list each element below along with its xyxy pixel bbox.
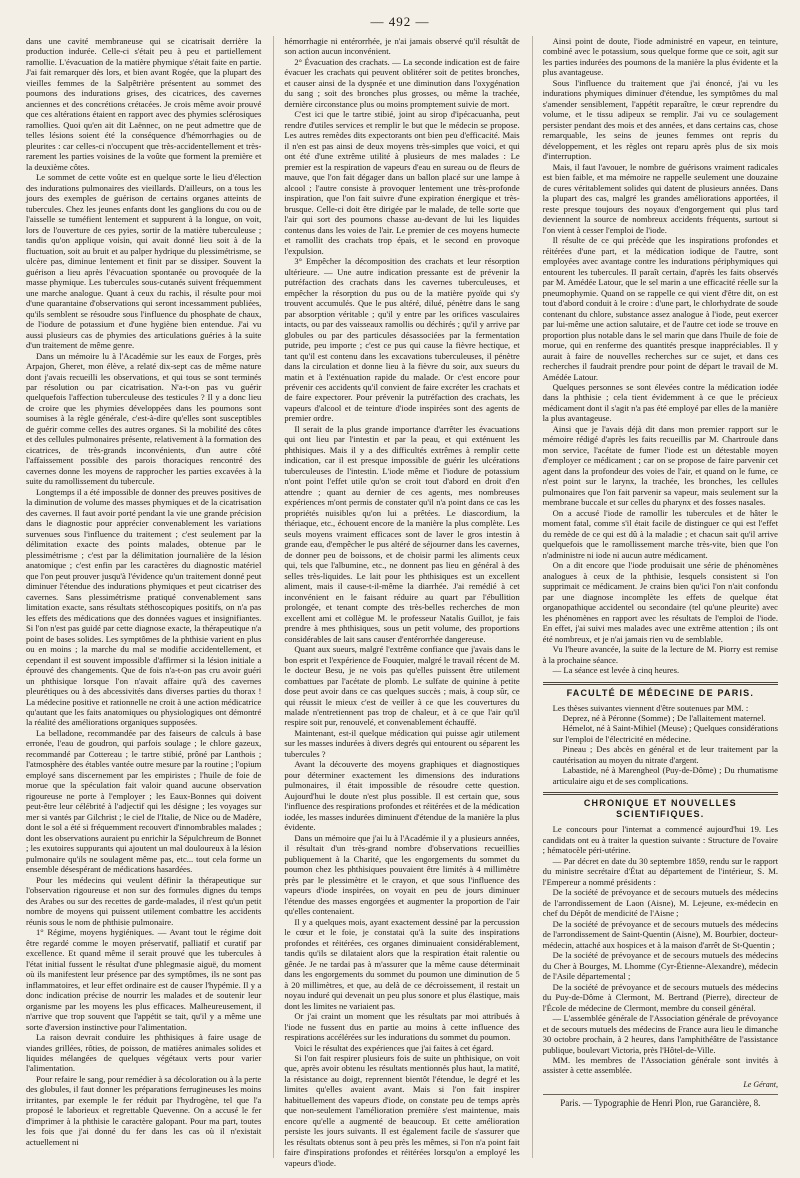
chronicle-paragraph: De la société de prévoyance et de secours mutuels des médecins du Cher à Bourges, M. Lhomme (Cyr-Étienne-Alexandre), médecin de l'Asile départemental ;: [542, 950, 778, 982]
section-divider: [543, 682, 778, 685]
paragraph: Ainsi point de doute, l'iode administré en vapeur, en teinture, combiné avec le potassium, sous quelque forme que ce soit, agit sur les parties indurées des poumons de la manière la plus évidente et la plus avantageuse.: [542, 36, 778, 78]
paragraph: La belladone, recommandée par des faiseurs de calculs à base erronée, l'eau de goudron, qui parfois soulage ; le chlore gazeux, recommandé par Cottereau ; le tartre stibié, prôné par Lanthois ; l'atmosphère des étables vantée outre mesure par la routine ; l'opium employé sans discernement par les empiristes ; l'huile de foie de morue que la spéculation fait valoir quand aucune observation rigoureuse ne porte à l'employer ; les Eaux-Bonnes qui doivent peut-être leur célébrité à l'adjectif qui les désigne ; les voyages sur mer si vantés par Gilchrist ; le ciel de l'Italie, de Nice ou de Madère, dont le sol a été si fréquemment recouvert d'innombrables malades ; dont les observations auraient pu enrichir la Sépulchreum de Bonnet ; les exutoires suppurants qui ajoutent un mal douloureux à la lésion pulmonaire qu'ils ne soulagent même pas, etc... tout cela forme un ensemble désespérant de médications hasardées.: [26, 727, 262, 875]
chronicle-paragraph: De la société de prévoyance et de secours mutuels des médecins du Puy-de-Dôme à Clermont, M. Bertrand (Pierre), directeur de l'École de médecine de Clermont, membre du conseil général.: [542, 981, 778, 1013]
chronicle-paragraph: De la société de prévoyance et de secours mutuels des médecins de l'arrondissement de Laon (Aisne), M. Lejeune, ex-médecin en chef du Dépôt de mendicité de l'Aisne ;: [542, 887, 778, 919]
chronicle-paragraph: Le concours pour l'internat a commencé aujourd'hui 19. Les candidats ont eu à traiter la question suivante : Structure de l'ovaire ; hématocèle péri-utérine.: [542, 824, 778, 856]
paragraph: Vu l'heure avancée, la suite de la lecture de M. Piorry est remise à la prochaine séance.: [542, 644, 778, 665]
chronicle-paragraph: De la société de prévoyance et de secours mutuels des médecins de l'arrondissement de Saint-Quentin (Aisne), M. Bourbier, docteur-médecin, attaché aux hospices et à la maison d'arrêt de St-Quentin ;: [542, 918, 778, 950]
paragraph: Maintenant, est-il quelque médication qui puisse agir utilement sur les masses indurées à divers degrés qui entourent ou séparent les tubercules ?: [284, 727, 520, 759]
paragraph: Ainsi que je l'avais déjà dit dans mon premier rapport sur le mémoire rédigé d'après les faits recueillis par M. Chartroule dans mon service, l'acétate de fumer l'iode est un détestable moyen d'employer ce médicament ; car on se propose de faire parvenir cet agent dans la profondeur des voies de l'air, et quand on le fume, ce n'est point sur le larynx, la trachée, les bronches, les cellules pulmonaires que l'on fait parvenir sa vapeur, mais seulement sur la membrane buccale et sur celles du pharynx et des fosses nasales.: [542, 423, 778, 508]
column-3: [532, 36, 778, 1158]
paragraph: Voici le résultat des expériences que j'ai faites à cet égard.: [294, 1042, 494, 1053]
printer-imprint: Paris. — Typographie de Henri Plon, rue Garancière, 8.: [543, 1094, 778, 1109]
signature: Le Gérant,: [743, 1079, 778, 1089]
thesis-entry: Labastide, né à Marengheol (Puy-de-Dôme) ; Du rhumatisme articulaire aigu et de ses complications.: [552, 765, 778, 786]
paragraph: dans une cavité membraneuse qui se cicatrisait derrière la production indurée. Celle-ci s'était peu à peu et partiellement ramollie. L'évacuation de la matière phymique s'était faite en partie. J'ai fait remarquer dès lors, et bien avant Rogée, que la plupart des vieilles femmes de la Salpêtrière présentent au sommet des poumons des indurations grises, des cicatrices, des cavernes anciennes et des concrétions crétacées. Je crois même avoir prouvé que ces altérations étaient en rapport avec des phymies sclérosiques ramollies. Quoi qu'en ait dit Laënnec, on ne peut admettre que de telles lésions soient été la conséquence d'hémorrhagies ou de pleurites : car celles-ci n'occupent que très-accidentellement et très-rarement les parties voisines de la voûte que forment la première et la deuxième côtes.: [26, 36, 262, 172]
paragraph: C'est ici que le tartre stibié, joint au sirop d'ipécacuanha, peut rendre d'utiles services et remplir le but que le médecin se propose. Les autres remèdes dits expectorants ont bien peu d'efficacité. Mais il n'en est pas ainsi de deux moyens très-simples que voici, et qui ont été d'une extrême utilité à plusieurs de mes malades : Le premier est la respiration de vapeurs d'eau en sureau ou de fleurs de mauve, que l'on fait dégager dans un ballon placé sur une lampe à alcool ; l'autre consiste à provoquer lentement une très-profonde inspiration, que l'on fait suivre d'une expiration énergique et très-brusque. Celle-ci doit être dirigée par le malade, de telle sorte que l'air qui sort des poumons chasse au-devant de lui les liquides contenus dans les voies de l'air. Le premier de ces moyens humecte et ramollit des crachats trop épais, et le second en provoque l'expulsion.: [284, 109, 520, 256]
paragraph: — La séance est levée à cinq heures.: [552, 665, 680, 676]
chronicle-section-title: CHRONIQUE ET NOUVELLES SCIENTIFIQUES.: [583, 798, 737, 820]
paragraph: Il serait de la plus grande importance d'arrêter les évacuations qui ont lieu par l'intestin et par la peau, et qui exténuent les phthisiques. Mais il y a des difficultés extrêmes à remplir cette indication, car il est presque impossible de guérir les ulcérations tuberculeuses de l'intestin. L'iode même et l'iodure de potassium n'ont point l'effet utile qu'on se croit tout d'abord en droit d'en attendre ; quant au dernier de ces agents, mes nombreuses expériences m'ont permis de constater qu'il n'a point dans ce cas les propriétés nuisibles qu'on lui a prêtées. Le diascordium, la thériaque, etc., échouent encore de la manière la plus complète. Les seuls moyens vraiment efficaces sont de laver le gros intestin à grande eau, d'empêcher le pus altéré de séjourner dans les cavernes, de donner peu de boissons, et de choisir parmi les aliments ceux qui, tels que l'albumine, etc., ne donnent pas lieu en général à des selles très-liquides. Le lait pour les phthisiques est un excellent aliment, mais il cause-t-il-même la diarrhée. J'ai remédié à cet inconvénient en le faisant réduire au quart par l'ébullition prolongée, et tenant compte des très-belles recherches de mon excellent ami et collègue M. le professeur Natalis Guillot, je fais prendre à mes phthisiques, sous un petit volume, des proportions considérables de lait sans causer d'entérorrhée dangereuse.: [284, 423, 520, 644]
paragraph: Sous l'influence du traitement que j'ai énoncé, j'ai vu les indurations phymiques diminuer d'étendue, les symptômes du mal s'amender sensiblement, l'appétit reparaître, le cœur reprendre du volume, et le tissu adipeux se remplir. J'ai vu ce soulagement persister pendant des mois et des années, et dans certains cas, chose remarquable, les seins de jeunes femmes ont repris du développement, et les règles ont reparu après plus de six mois d'interruption.: [542, 77, 778, 162]
chronicle-paragraph: — Par décret en date du 30 septembre 1859, rendu sur le rapport du ministre secrétaire d'État au département de l'intérieur, S. M. l'Empereur a nommé présidents :: [542, 855, 778, 887]
paragraph: Pour refaire le sang, pour remédier à sa décoloration ou à la perte des globules, il faut donner les préparations ferrugineuses les moins irritantes, par exemple le fer réduit par l'hydrogène, tel que l'a proposé le laborieux et regrettable Quevenne. On a accusé le fer d'imprimer à la phthisie le caractère galopant. Pour ma part, toutes les fois que j'ai donné du fer dans les cas où il n'existait actuellement ni: [26, 1073, 262, 1147]
paragraph: Pour les médecins qui veulent définir la thérapeutique sur l'observation rigoureuse et non sur des formules dignes du temps des Arabes ou sur des recettes de garde-malades, il n'est qu'un petit nombre de moyens qui puissent utilement combattre les accidents réunis sous le nom de phthisie pulmonaire.: [26, 874, 262, 927]
thesis-entry: Deprez, né à Péronne (Somme) ; De l'allaitement maternel.: [562, 713, 766, 723]
paragraph: Il résulte de ce qui précède que les inspirations profondes et réitérées d'une part, et la médication iodique de l'autre, sont employées avec avantage contre les indurations périphymiques qui entourent les tubercules. Il paraît certain, d'après les faits observés par M. Amédée Latour, que le sel marin a une efficacité réelle sur la pneumophymie. Quand on se rappelle ce qui vient d'être dit, on est tout d'abord conduit à le croire : d'une part, le chlorhydrate de soude contenant du chlore, substance assez analogue à l'iode, peut exercer par lui-même une action salutaire, et de l'autre cet iode se trouve en proportion plus notable dans le sel marin que dans l'huile de foie de morue, qui en renferme des quantités presque inappréciables. Il y aurait à faire de nouvelles recherches sur ce sujet, et dans ces recherches il faudrait prendre pour point de départ le travail de M. Amédée Latour.: [542, 235, 778, 382]
section-divider: [543, 792, 778, 795]
paragraph: Or j'ai craint un moment que les résultats par moi attribués à l'iode ne fussent dus en partie au moins à cette influence des respirations accélérées sur les indurations du sommet du poumon.: [284, 1011, 520, 1043]
faculty-section-title: FACULTÉ DE MÉDECINE DE PARIS.: [566, 687, 755, 698]
paragraph: Quelques personnes se sont élevées contre la médication iodée dans la phthisie ; cela tient évidemment à ce que le précieux médicament dont il s'agit n'a pas été employé par elles de la manière la plus avantageuse.: [542, 381, 778, 424]
paragraph: Avant la découverte des moyens graphiques et diagnostiques pour déterminer exactement les dimensions des indurations pulmonaires, il était impossible de résoudre cette question. Aujourd'hui le doute n'est plus possible. Il est certain que, sous l'influence des respirations profondes et réitérées et de la médication iodée, les masses indurées diminuent d'étendue de la manière la plus évidente.: [284, 759, 520, 833]
paragraph: 3° Empêcher la décomposition des crachats et leur résorption ultérieure. — Une autre indication pressante est de prévenir la putréfaction des crachats dans les cavernes tuberculeuses, et empêcher la résorption du pus ou de la matière pyoïde qui s'y trouvent accumulés. Que le pus altéré, dilué, pénètre dans le sang par absorption véritable ; qu'il y entre par les orifices vasculaires intacts, ou par des vaisseaux ramollis ou déchirés ; qu'il y arrive par globules ou par des particules désassociées par la fermentation putride, peu importe ; c'est ce pus qui cause la fièvre hectique, et tant qu'il est contenu dans les excavations tuberculeuses, il pénètre dans la circulation et donne lieu à la fièvre du soir, aux sueurs du matin et à l'exténuation rapide du malade. Or c'est encore pour prévenir ces accidents qu'il convient de faire excréter les crachats et de faire expectorer. Pour prévenir la putréfaction des crachats, les vapeurs d'alcool et de teinture d'iode inspirées sont des agents de premier ordre.: [284, 256, 520, 424]
column-1: [26, 36, 261, 1158]
chronicle-paragraph: — L'assemblée générale de l'Association générale de prévoyance et de secours mutuels des médecins de France aura lieu le dimanche 30 octobre prochain, à 2 heures, dans l'amphithéâtre de l'assistance publique, boulevart Victoria, près l'Hôtel-de-Ville.: [542, 1013, 778, 1055]
thesis-entry: Hémelot, né à Saint-Mihiel (Meuse) ; Quelques considérations sur l'emploi de l'électricité en médecine.: [552, 723, 778, 744]
paragraph: 1° Régime, moyens hygiéniques. — Avant tout le régime doit être regardé comme le moyen préservatif, palliatif et curatif par excellence. Et quand même il serait prouvé que les tubercules à l'état initial fussent le résultat d'une phlegmasie aiguë, du moment où ils manifestent leur présence par des symptômes, ils ne sont pas inflammatoires, et leur effet ordinaire est de causer l'hypémie. Il y a donc indication précise de nourrir les malades et de soutenir leur organisme par les moyens les plus efficaces. Malheureusement, il n'arrive que trop souvent que l'appétit se tait, qu'il y a même une sorte d'aversion instinctive pour l'alimentation.: [26, 927, 262, 1032]
paragraph: Le sommet de cette voûte est en quelque sorte le lieu d'élection des indurations pulmonaires des vieillards. D'ailleurs, on a tous les jours des exemples de guérison de certains organes atteints de tubercules. Chez les jeunes enfants dont les ganglions du cou ou de l'aisselle se tuméfient lentement et suppurent à la longue, on voit, lors de l'ouverture de ces pyies, sortir de la matière tuberculeuse ; tandis qu'on applique voisin, qui avait donné lieu soit à de la fluctuation, soit au bruit et au palper hydrique du plessimétrisme, se ulcère pas, diminue lentement et finit par se dissiper. Souvent la guérison a lieu après l'évacuation spontanée ou provoquée de la masse phymique. Les tubercules sous-cutanés suivent fréquemment une marche analogue. Quant à ceux du rachis, il résulte pour moi d'une quarantaine d'observations qui seront incessamment publiées, qu'ils semblent se résoudre sous l'influence du phosphate de chaux, de l'iodure de potassium et d'une hygiène bien entendue. J'ai vu aussi plusieurs cas de phymies des articulations guéries à la suite d'un traitement de même genre.: [26, 172, 262, 351]
article-columns: [26, 36, 778, 1168]
paragraph: Dans un mémoire lu à l'Académie sur les eaux de Forges, près Arpajon, Gheret, mon élève, a relaté dix-sept cas de même nature dont j'avais recueilli les observations, et qui tous se sont terminés par résolution ou par cicatrisation. N'a-t-on pas vu guérir quelquefois l'affection tuberculeuse des testicules ? Il y a donc lieu de croire que les phymies développées dans les poumons sont soumises à la règle générale, c'est-à-dire qu'elles sont susceptibles de guérir comme celles des autres organes. Si la mobilité des côtes et des cellules pulmonaires présente, relativement à la formation des cicatrices, de très-grands inconvénients, d'un autre côté l'affaissement possible des parois thoraciques rencontré des cavernes donne les moyens de rapprocher les parties excavées à la suite du ramollissement du tubercule.: [26, 350, 262, 487]
chronicle-paragraph: MM. les membres de l'Association générale sont invités à assister à cette assemblée.: [542, 1054, 778, 1076]
paragraph: Quant aux sueurs, malgré l'extrême confiance que j'avais dans le bon esprit et l'expérience de Fouquier, malgré le travail récent de M. le docteur Besu, je ne vois pas qu'elles puissent être utilement combattues par l'acétate de plomb. Le sulfate de quinine à petite dose peut avoir dans ce cas quelques succès ; mais, à coup sûr, ce qui réussit le mieux c'est de veiller à ce que les couvertures du malade n'entretiennent pas trop de chaleur, et à ce que l'air qu'il respire soit pur, renouvelé, et convenablement échauffé.: [284, 644, 520, 728]
paragraph: La raison devrait conduire les phthisiques à faire usage de viandes grillées, rôties, de poisson, de matières animales solides et liquides mélangées de quelques végétaux verts pour varier l'alimentation.: [26, 1032, 262, 1074]
paragraph: Mais, il faut l'avouer, le nombre de guérisons vraiment radicales est bien faible, et ma mémoire ne rappelle seulement une douzaine de cures véritablement solides qui datent de plusieurs années. Dans la plupart des cas, malgré les grandes améliorations apportées, il reste presque toujours des noyaux d'engorgement qui plus tard deviennent la source de nombreux accidents fréquents, surtout si l'on vient à cesser l'emploi de l'iode.: [542, 161, 778, 235]
paragraph: Si l'on fait respirer plusieurs fois de suite un phthisique, on voit que, après avoir obtenu les résultats mentionnés plus haut, la matité, la résistance au doigt, reprennent bientôt l'étendue, le degré et les limites qu'elles avaient avant. Mais si l'on fait inspirer habituellement des vapeurs d'iode, on constate peu de temps après que non-seulement l'amélioration première s'est maintenue, mais encore qu'elle a augmenté de beaucoup. Et cette amélioration persiste les jours suivants. Il est également facile de s'assurer que les résultats obtenus sont à peu près les mêmes, si l'on n'a point fait faire d'inspirations profondes et réitérées lorsqu'on a employé les vapeurs d'iode.: [284, 1052, 520, 1168]
paragraph: Il y a quelques mois, ayant exactement dessiné par la percussion le cœur et le foie, je constatai qu'à la suite des inspirations profondes et réitérées, ces organes diminuaient considérablement, tandis qu'ils se dilataient alors que la respiration était ralentie ou gênée. Je ne tardai pas à m'assurer que la même cause déterminait dans les engorgements du sommet du poumon une diminution de 5 à 20 millimètres, et que, au delà de ce décroissement, il restait un noyau induré qui devenait un peu plus sonore et plus élastique, mais dont les limites ne variaient pas.: [284, 916, 520, 1011]
paragraph: Dans un mémoire que j'ai lu à l'Académie il y a plusieurs années, il résultait d'un très-grand nombre d'observations recueillies publiquement à la Charité, que les engorgements du sommet du poumon chez les phthisiques pouvaient être limités à 4 millimètre près par le plessimètre et le crayon, et que sous l'influence des vapeurs d'iode inspirées, on voyait en peu de jours diminuer l'étendue des masses engorgées et augmenter la proportion de l'air qu'elles contenaient.: [284, 832, 520, 917]
faculty-intro: Les thèses suivantes viennent d'être soutenues par MM. :: [552, 702, 749, 713]
paragraph: On a dit encore que l'iode produisait une série de phénomènes analogues à ceux de la phthisie, lesquels consistent si l'on supprimait ce médicament. Je crains bien qu'ici l'on n'ait confondu par une diagnose incomplète les effets de quelque état organopathique accidentel ou secondaire (tel qu'une pleurite) avec les phénomènes en rapport avec les résultats de l'emploi de l'iode. En effet, j'ai suivi mes malades avec une extrême attention ; ils ont été nombreux, et je n'ai jamais rien vu de semblable.: [542, 560, 778, 644]
paragraph: 2° Évacuation des crachats. — La seconde indication est de faire évacuer les crachats qui peuvent oblitérer soit de petites bronches, et causer ainsi de la dyspnée et une diminution dans l'oxygénation du sang ; soit des bronches plus grosses, ou même la trachée, dernière circonstance plus ou moins promptement suivie de mort.: [284, 56, 520, 109]
thesis-entry: Pineau ; Des abcès en général et de leur traitement par la cautérisation au moyen du nitrate d'argent.: [552, 744, 778, 765]
paragraph: hémorrhagie ni entérorrhée, je n'ai jamais observé qu'il résultât de son action aucun inconvénient.: [284, 36, 520, 57]
column-2: [273, 36, 520, 1168]
paragraph: Longtemps il a été impossible de donner des preuves positives de la diminution de volume des masses phymiques et de la cicatrisation des cavernes. Il faut avoir porté pendant la vie une grande précision dans le diagnostic pour apprécier convenablement les variations survenues sous l'influence du traitement ; c'est seulement par la délimitation exacte des points malades, obtenue par le plessimétrisme ; c'est par la délimitation journalière de la lésion anatomique ; c'est enfin par les caractères du diagnostic matériel que l'on peut prouver jusqu'à l'évidence qu'un traitement donné peut diminuer l'étendue des indurations phymiques et peut cicatriser des cavernes. Sans plessimétrisme pratiqué convenablement sans limitation exacte, sans résultats stéthoscopiques positifs, on n'a pas les effets des médications que des données vagues et insignifiantes. Si l'on n'est pas guidé par cette diagnose exacte, la thérapeutique n'a point de bases solides. Les symptômes de la phthisie varient en plus ou en moins ; la marche du mal se modifie accidentellement, et cependant il est souvent impossible d'affirmer si la lésion initiale a éprouvé des changements. Que de fois n'a-t-on pas cru avoir guéri un phthisique lorsque l'on n'avait affaire qu'à des cavernes pleurétiques ou à des abcessivités dans diverses parties du thorax ! La médecine positive et rationnelle ne croit à une action médicatrice qu'autant que les faits anatomiques ou physiologiques ont démontré la réalité des améliorations organiques supposées.: [26, 486, 262, 728]
page-number: — 492 —: [370, 14, 430, 29]
paragraph: On a accusé l'iode de ramollir les tubercules et de hâter le moment fatal, comme s'il était facile de distinguer ce qui est l'effet du remède de ce qui est dû à la maladie ; et chacun sait qu'il arrive quelquefois que le ramollissement marche très-vite, bien que l'on n'administre ni iode ni aucun autre médicament.: [542, 507, 778, 560]
